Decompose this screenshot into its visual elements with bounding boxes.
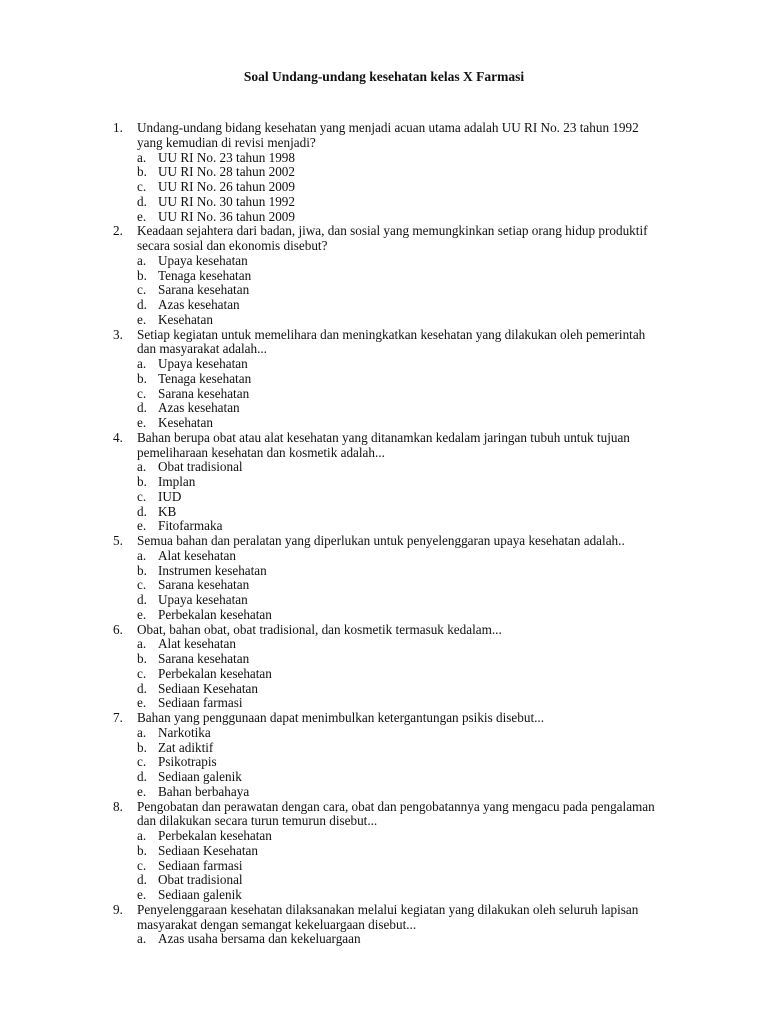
question-number: 7. <box>113 710 123 725</box>
option-letter: e. <box>137 518 147 534</box>
option-text: Sediaan galenik <box>158 769 242 784</box>
question-item <box>113 224 683 327</box>
option-letter: c. <box>137 857 147 873</box>
option-text: Sediaan Kesehatan <box>158 680 258 696</box>
option-letter: d. <box>137 769 147 784</box>
option-letter: c. <box>137 385 147 401</box>
option-letter: a. <box>137 636 147 652</box>
page-title: Soal Undang-undang kesehatan kelas X Farmasi <box>243 69 525 84</box>
answer-option <box>137 505 683 520</box>
question-text-line: dan masyarakat adalah... <box>137 341 267 357</box>
option-letter: b. <box>137 842 147 858</box>
answer-option <box>137 785 683 800</box>
option-list <box>137 357 683 431</box>
option-text: IUD <box>158 488 182 504</box>
answer-option <box>137 888 683 903</box>
question-number: 4. <box>113 429 123 445</box>
option-letter: b. <box>137 562 147 578</box>
option-text: Upaya kesehatan <box>158 592 248 607</box>
question-number: 9. <box>113 901 123 917</box>
option-text: Bahan berbahaya <box>158 783 250 799</box>
option-text: Sediaan farmasi <box>158 857 243 873</box>
option-text: Instrumen kesehatan <box>158 562 267 578</box>
option-text: Obat tradisional <box>158 872 243 888</box>
answer-option <box>137 357 683 372</box>
answer-option <box>137 637 683 652</box>
option-letter: e. <box>137 695 147 711</box>
option-letter: d. <box>137 680 147 696</box>
option-letter: d. <box>137 503 147 519</box>
answer-option <box>137 829 683 844</box>
answer-option <box>137 755 683 770</box>
answer-option <box>137 269 683 284</box>
answer-option <box>137 741 683 756</box>
option-text: Azas kesehatan <box>158 297 240 312</box>
option-letter: d. <box>137 297 147 312</box>
option-letter: d. <box>137 193 147 209</box>
question-text-line: dan dilakukan secara turun temurun disebut... <box>137 813 378 829</box>
option-text: Tenaga kesehatan <box>158 267 252 283</box>
option-letter: b. <box>137 267 147 283</box>
question-item <box>113 711 683 800</box>
answer-option <box>137 932 683 947</box>
option-text: UU RI No. 26 tahun 2009 <box>158 179 295 194</box>
option-letter: a. <box>137 828 147 843</box>
option-letter: e. <box>137 606 147 622</box>
answer-option <box>137 460 683 475</box>
option-letter: c. <box>137 488 147 504</box>
question-number: 8. <box>113 798 123 814</box>
question-number: 3. <box>113 326 123 342</box>
answer-option <box>137 401 683 416</box>
option-list <box>137 151 683 225</box>
answer-option <box>137 696 683 711</box>
option-text: Narkotika <box>158 724 211 740</box>
question-item <box>113 431 683 534</box>
option-text: Sediaan galenik <box>158 887 242 902</box>
answer-option <box>137 726 683 741</box>
answer-option <box>137 564 683 579</box>
option-letter: d. <box>137 400 147 416</box>
answer-option <box>137 652 683 667</box>
option-text: Kesehatan <box>158 311 213 327</box>
answer-option <box>137 844 683 859</box>
answer-option <box>137 165 683 180</box>
answer-option <box>137 313 683 328</box>
question-number: 5. <box>113 533 123 548</box>
option-letter: d. <box>137 872 147 888</box>
question-item <box>113 800 683 903</box>
option-text: Psikotrapis <box>158 754 217 770</box>
option-text: Perbekalan kesehatan <box>158 828 272 843</box>
option-list <box>137 829 683 903</box>
option-letter: a. <box>137 149 147 165</box>
question-text-line: yang kemudian di revisi menjadi? <box>137 134 316 150</box>
option-letter: c. <box>137 282 147 298</box>
option-letter: b. <box>137 164 147 180</box>
answer-option <box>137 873 683 888</box>
question-number: 6. <box>113 621 123 637</box>
question-number: 1. <box>113 120 123 135</box>
answer-option <box>137 372 683 387</box>
answer-option <box>137 549 683 564</box>
option-text: Alat kesehatan <box>158 636 236 652</box>
option-text: Tenaga kesehatan <box>158 370 252 386</box>
answer-option <box>137 151 683 166</box>
answer-option <box>137 210 683 225</box>
question-item <box>113 623 683 712</box>
answer-option <box>137 387 683 402</box>
question-item <box>113 903 683 947</box>
answer-option <box>137 298 683 313</box>
option-text: Kesehatan <box>158 415 213 430</box>
question-item <box>113 328 683 431</box>
option-text: Sarana kesehatan <box>158 282 250 298</box>
option-text: Sediaan Kesehatan <box>158 842 258 858</box>
question-list <box>113 121 683 947</box>
question-text-line: Setiap kegiatan untuk memelihara dan meningkatkan kesehatan yang dilakukan oleh pemerintah <box>137 326 646 342</box>
option-letter: a. <box>137 356 147 371</box>
option-list <box>137 460 683 534</box>
question-text-line: pemeliharaan kesehatan dan kosmetik adalah... <box>137 444 385 460</box>
option-letter: d. <box>137 592 147 607</box>
option-text: Implan <box>158 474 196 489</box>
option-letter: b. <box>137 370 147 386</box>
option-list <box>137 254 683 328</box>
answer-option <box>137 667 683 682</box>
option-text: Obat tradisional <box>158 459 243 475</box>
option-text: Sarana kesehatan <box>158 385 250 401</box>
question-item <box>113 121 683 224</box>
option-letter: a. <box>137 931 147 947</box>
option-letter: a. <box>137 547 147 563</box>
question-text-line: secara sosial dan ekonomis disebut? <box>137 238 328 253</box>
option-text: Upaya kesehatan <box>158 356 248 371</box>
answer-option <box>137 416 683 431</box>
question-item <box>113 534 683 623</box>
answer-option <box>137 682 683 697</box>
answer-option <box>137 254 683 269</box>
question-text-line: Obat, bahan obat, obat tradisional, dan kosmetik termasuk kedalam... <box>137 621 502 637</box>
option-text: Sarana kesehatan <box>158 577 250 593</box>
answer-option <box>137 519 683 534</box>
option-text: UU RI No. 36 tahun 2009 <box>158 208 295 224</box>
option-text: Azas kesehatan <box>158 400 240 416</box>
option-letter: e. <box>137 887 147 902</box>
answer-option <box>137 195 683 210</box>
option-letter: a. <box>137 459 147 475</box>
option-letter: c. <box>137 577 147 593</box>
option-text: UU RI No. 28 tahun 2002 <box>158 164 295 180</box>
answer-option <box>137 490 683 505</box>
question-text-line: Bahan berupa obat atau alat kesehatan yang ditanamkan kedalam jaringan tubuh untuk tujuan <box>137 429 630 445</box>
option-text: Fitofarmaka <box>158 518 223 534</box>
option-letter: a. <box>137 252 147 268</box>
question-text-line: Semua bahan dan peralatan yang diperlukan untuk penyelenggaran upaya kesehatan adalah.. <box>137 533 625 548</box>
answer-option <box>137 859 683 874</box>
option-letter: b. <box>137 739 147 755</box>
option-letter: b. <box>137 474 147 489</box>
option-text: UU RI No. 30 tahun 1992 <box>158 193 295 209</box>
option-list <box>137 549 683 623</box>
question-number: 2. <box>113 223 123 239</box>
answer-option <box>137 180 683 195</box>
answer-option <box>137 475 683 490</box>
option-list <box>137 637 683 711</box>
option-text: Alat kesehatan <box>158 547 236 563</box>
option-letter: a. <box>137 724 147 740</box>
answer-option <box>137 770 683 785</box>
option-letter: e. <box>137 311 147 327</box>
option-text: Perbekalan kesehatan <box>158 606 272 622</box>
option-text: UU RI No. 23 tahun 1998 <box>158 149 295 165</box>
option-text: Azas usaha bersama dan kekeluargaan <box>158 931 361 947</box>
option-text: Sediaan farmasi <box>158 695 243 711</box>
answer-option <box>137 608 683 623</box>
option-letter: c. <box>137 665 147 681</box>
option-text: Zat adiktif <box>158 739 214 755</box>
option-letter: e. <box>137 208 147 224</box>
option-letter: e. <box>137 415 147 430</box>
option-list <box>137 726 683 800</box>
option-text: Perbekalan kesehatan <box>158 665 272 681</box>
question-text-line: Pengobatan dan perawatan dengan cara, obat dan pengobatannya yang mengacu pada pengalaman <box>137 798 655 814</box>
option-text: Sarana kesehatan <box>158 651 250 666</box>
answer-option <box>137 283 683 298</box>
answer-option <box>137 593 683 608</box>
option-letter: e. <box>137 783 147 799</box>
answer-option <box>137 578 683 593</box>
question-text-line: Bahan yang penggunaan dapat menimbulkan ketergantungan psikis disebut... <box>137 710 545 725</box>
option-list <box>137 932 683 947</box>
option-text: KB <box>158 503 177 519</box>
question-text-line: masyarakat dengan semangat kekeluargaan disebut... <box>137 916 417 932</box>
question-text-line: Undang-undang bidang kesehatan yang menjadi acuan utama adalah UU RI No. 23 tahun 1992 <box>137 120 639 135</box>
option-letter: c. <box>137 754 147 770</box>
option-letter: b. <box>137 651 147 666</box>
option-letter: c. <box>137 179 147 194</box>
question-text-line: Penyelenggaraan kesehatan dilaksanakan melalui kegiatan yang dilakukan oleh seluruh lapisan <box>137 901 639 917</box>
option-text: Upaya kesehatan <box>158 252 248 268</box>
question-text-line: Keadaan sejahtera dari badan, jiwa, dan sosial yang memungkinkan setiap orang hidup produktif <box>137 223 648 239</box>
